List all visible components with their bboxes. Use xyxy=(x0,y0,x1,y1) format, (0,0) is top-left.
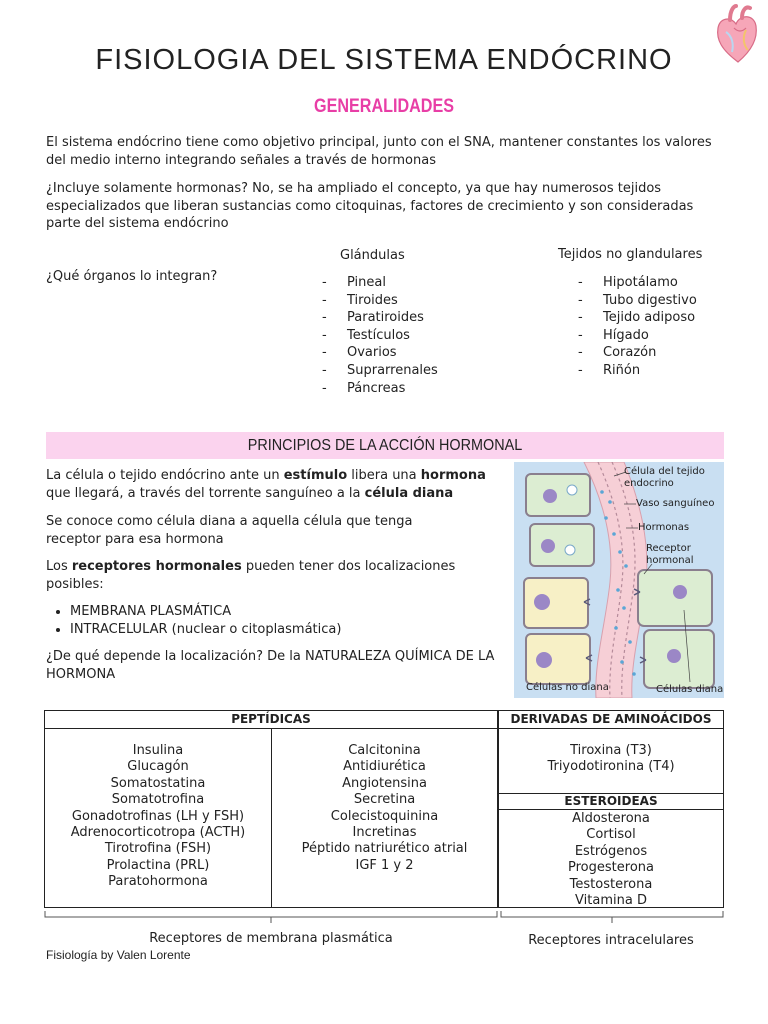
principios-paragraph-3: Los receptores hormonales pueden tener dos localizaciones posibles: xyxy=(46,559,456,592)
intro-paragraph-2: ¿Incluye solamente hormonas? No, se ha ampliado el concepto, ya que hay numerosos tejidos especializados que liberan sustancias como citoquinas, factores de crecimiento y son consideradas parte del sistema endócrino xyxy=(46,181,694,231)
list-item: Incretinas xyxy=(352,825,417,841)
figure-label-diana: Células diana xyxy=(656,684,724,695)
derivadas-header-cell xyxy=(498,710,724,729)
list-item: Paratohormona xyxy=(108,874,208,890)
no-glandulares-list xyxy=(578,274,697,380)
figure-label-no-diana: Células no diana xyxy=(526,682,609,693)
list-item: Glucagón xyxy=(127,759,189,775)
list-item: Insulina xyxy=(132,743,184,758)
peptidicas-header: PEPTÍDICAS xyxy=(231,712,311,726)
list-item: - Corazón xyxy=(578,345,657,361)
list-item: - Riñón xyxy=(578,362,641,378)
list-item: IGF 1 y 2 xyxy=(355,857,414,873)
list-item: - Páncreas xyxy=(322,380,406,396)
list-item: Somatostatina xyxy=(110,775,206,791)
list-item: - Testículos xyxy=(322,327,410,343)
list-item: Prolactina (PRL) xyxy=(106,857,210,873)
esteroideas-header: ESTEROIDEAS xyxy=(564,794,658,808)
peptidicas-header-cell xyxy=(44,710,498,729)
principios-paragraph-2: Se conoce como célula diana a aquella célula que tenga receptor para esa hormona xyxy=(46,514,413,547)
peptidicas-col2-list xyxy=(271,743,498,874)
list-item: Progesterona xyxy=(568,860,654,876)
list-item: Vitamina D xyxy=(575,893,647,909)
list-item: Calcitonina xyxy=(348,743,421,758)
list-item: - Tubo digestivo xyxy=(578,292,697,308)
glandulas-title: Glándulas xyxy=(340,248,405,263)
principios-paragraph-4: ¿De qué depende la localización? De la NATURALEZA QUÍMICA DE LA HORMONA xyxy=(46,649,495,682)
organs-question: ¿Qué órganos lo integran? xyxy=(46,269,218,284)
section-banner-title: PRINCIPIOS DE LA ACCIÓN HORMONAL xyxy=(247,437,523,454)
no-glandulares-title: Tejidos no glandulares xyxy=(558,247,703,262)
list-item: - Pineal xyxy=(322,275,386,290)
figure-label-vaso: Vaso sanguíneo xyxy=(636,498,715,509)
list-item: - Hígado xyxy=(578,327,649,343)
list-item: - Ovarios xyxy=(322,345,397,361)
glandulas-list xyxy=(322,274,438,397)
list-item: Tiroxina (T3) xyxy=(570,743,652,758)
list-item: Estrógenos xyxy=(574,843,648,859)
principios-paragraph-1: La célula o tejido endócrino ante un estímulo libera una hormona que llegará, a través del torrente sanguíneo a la célula diana xyxy=(46,468,486,501)
list-item: Cortisol xyxy=(586,827,636,843)
brace-left-icon xyxy=(44,910,498,924)
list-item: Triyodotironina (T4) xyxy=(547,759,675,775)
page-title: FISIOLOGIA DEL SISTEMA ENDÓCRINO xyxy=(95,44,673,76)
list-item: Péptido natriurético atrial xyxy=(301,841,468,857)
figure-label-receptor: Receptor hormonal xyxy=(646,543,694,566)
figure-label-celula-tejido: Célula del tejido endocrino xyxy=(624,466,705,489)
derivadas-header: DERIVADAS DE AMINOÁCIDOS xyxy=(510,712,712,726)
brace-right-label: Receptores intracelulares xyxy=(528,933,694,948)
brace-right-icon xyxy=(500,910,724,924)
list-item: Somatotrofina xyxy=(111,792,205,808)
list-item: • INTRACELULAR (nuclear o citoplasmática) xyxy=(70,621,341,639)
list-item: - Hipotálamo xyxy=(578,275,678,290)
brace-left-label: Receptores de membrana plasmática xyxy=(149,931,393,946)
list-item: Secretina xyxy=(353,792,416,808)
list-item: - Paratiroides xyxy=(322,310,424,326)
section-subtitle: GENERALIDADES xyxy=(314,96,454,117)
list-item: • MEMBRANA PLASMÁTICA xyxy=(70,603,341,621)
list-item: Aldosterona xyxy=(572,811,650,826)
list-item: Gonadotrofinas (LH y FSH) xyxy=(71,808,245,824)
footer-credit: Fisiología by Valen Lorente xyxy=(46,948,191,962)
list-item: Antidiurética xyxy=(343,759,426,775)
esteroideas-header-cell xyxy=(498,793,724,810)
list-item: Angiotensina xyxy=(342,775,427,791)
list-item: Adrenocorticotropa (ACTH) xyxy=(70,825,246,841)
list-item: Tirotrofina (FSH) xyxy=(104,841,212,857)
list-item: - Tejido adiposo xyxy=(578,310,696,326)
receptor-locations-list xyxy=(46,603,341,638)
esteroideas-list xyxy=(498,811,724,909)
list-item: Testosterona xyxy=(569,876,653,892)
derivadas-list xyxy=(498,743,724,776)
list-item: Colecistoquinina xyxy=(330,808,439,824)
list-item: - Tiroides xyxy=(322,292,398,308)
intro-paragraph-1: El sistema endócrino tiene como objetivo principal, junto con el SNA, mantener constantes los valores del medio interno integrando señales a través de hormonas xyxy=(46,135,712,168)
peptidicas-col1-list xyxy=(44,743,272,891)
list-item: - Suprarrenales xyxy=(322,362,438,378)
figure-label-hormonas: Hormonas xyxy=(638,522,690,533)
